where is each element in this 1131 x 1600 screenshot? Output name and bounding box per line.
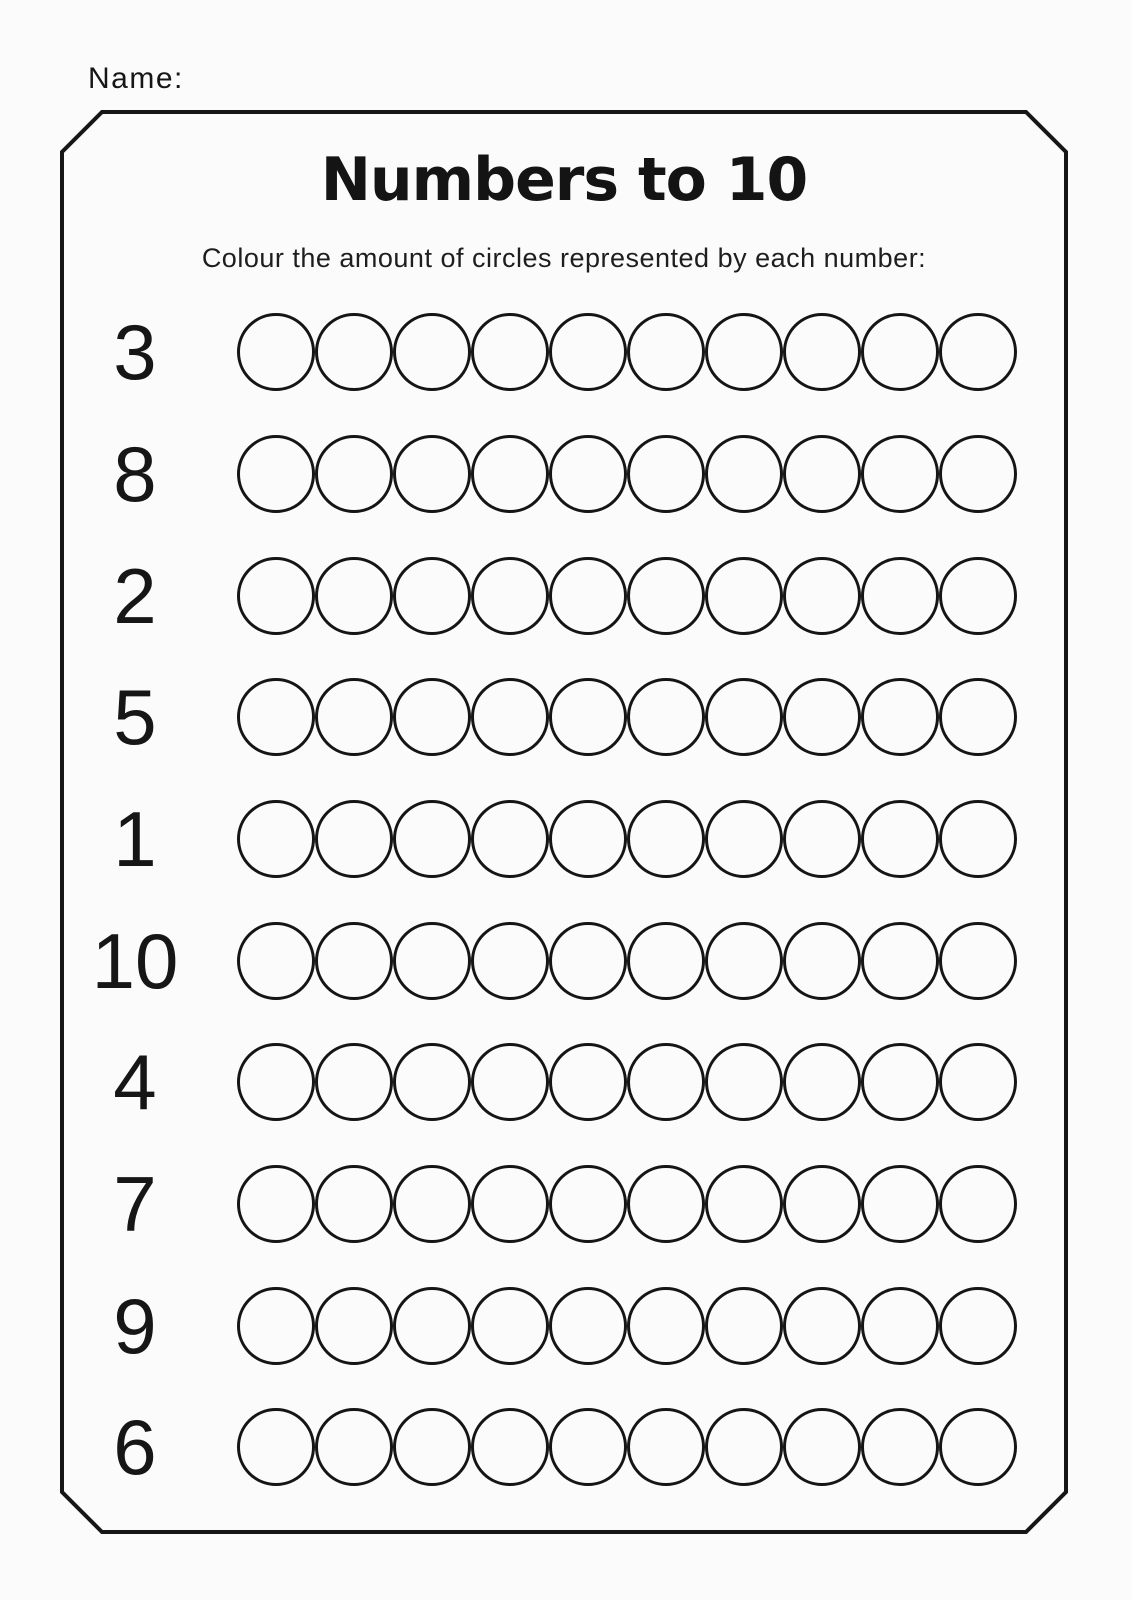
circle-row xyxy=(237,435,1017,513)
colour-circle[interactable] xyxy=(549,435,627,513)
colour-circle[interactable] xyxy=(627,1408,705,1486)
colour-circle[interactable] xyxy=(471,1165,549,1243)
colour-circle[interactable] xyxy=(237,678,315,756)
colour-circle[interactable] xyxy=(237,922,315,1000)
colour-circle[interactable] xyxy=(549,922,627,1000)
circle-row xyxy=(237,313,1017,391)
colour-circle[interactable] xyxy=(939,1408,1017,1486)
colour-circle[interactable] xyxy=(939,313,1017,391)
colour-circle[interactable] xyxy=(237,1043,315,1121)
colour-circle[interactable] xyxy=(861,1043,939,1121)
colour-circle[interactable] xyxy=(783,1408,861,1486)
colour-circle[interactable] xyxy=(315,313,393,391)
colour-circle[interactable] xyxy=(237,800,315,878)
circle-row xyxy=(237,1287,1017,1365)
colour-circle[interactable] xyxy=(783,557,861,635)
colour-circle[interactable] xyxy=(237,557,315,635)
row-number-label: 5 xyxy=(113,673,157,761)
colour-circle[interactable] xyxy=(315,1043,393,1121)
colour-circle[interactable] xyxy=(939,922,1017,1000)
colour-circle[interactable] xyxy=(549,1408,627,1486)
colour-circle[interactable] xyxy=(861,313,939,391)
worksheet-row xyxy=(0,795,1131,883)
colour-circle[interactable] xyxy=(783,1165,861,1243)
colour-circle[interactable] xyxy=(861,1165,939,1243)
colour-circle[interactable] xyxy=(393,800,471,878)
colour-circle[interactable] xyxy=(393,1287,471,1365)
colour-circle[interactable] xyxy=(393,922,471,1000)
colour-circle[interactable] xyxy=(783,800,861,878)
page-instruction: Colour the amount of circles represented by each number: xyxy=(201,243,927,273)
colour-circle[interactable] xyxy=(861,1287,939,1365)
colour-circle[interactable] xyxy=(315,800,393,878)
worksheet-row xyxy=(0,552,1131,640)
colour-circle[interactable] xyxy=(393,678,471,756)
colour-circle[interactable] xyxy=(861,678,939,756)
row-number-label: 4 xyxy=(113,1038,157,1126)
worksheet-row xyxy=(0,1282,1131,1370)
worksheet-row xyxy=(0,308,1131,396)
colour-circle[interactable] xyxy=(315,1408,393,1486)
colour-circle[interactable] xyxy=(315,922,393,1000)
colour-circle[interactable] xyxy=(471,678,549,756)
row-number-label: 9 xyxy=(113,1282,157,1370)
colour-circle[interactable] xyxy=(627,1043,705,1121)
colour-circle[interactable] xyxy=(783,678,861,756)
colour-circle[interactable] xyxy=(237,435,315,513)
colour-circle[interactable] xyxy=(861,557,939,635)
circle-row xyxy=(237,1043,1017,1121)
colour-circle[interactable] xyxy=(627,435,705,513)
colour-circle[interactable] xyxy=(627,313,705,391)
colour-circle[interactable] xyxy=(471,1408,549,1486)
worksheet-row xyxy=(0,1403,1131,1491)
colour-circle[interactable] xyxy=(315,557,393,635)
colour-circle[interactable] xyxy=(237,313,315,391)
colour-circle[interactable] xyxy=(549,1287,627,1365)
colour-circle[interactable] xyxy=(705,1043,783,1121)
circle-row xyxy=(237,1408,1017,1486)
colour-circle[interactable] xyxy=(471,435,549,513)
colour-circle[interactable] xyxy=(705,678,783,756)
colour-circle[interactable] xyxy=(939,435,1017,513)
row-number-label: 3 xyxy=(113,308,157,396)
colour-circle[interactable] xyxy=(783,313,861,391)
colour-circle[interactable] xyxy=(939,1043,1017,1121)
colour-circle[interactable] xyxy=(939,1287,1017,1365)
colour-circle[interactable] xyxy=(705,313,783,391)
colour-circle[interactable] xyxy=(315,678,393,756)
worksheet-row xyxy=(0,673,1131,761)
colour-circle[interactable] xyxy=(471,922,549,1000)
colour-circle[interactable] xyxy=(627,557,705,635)
colour-circle[interactable] xyxy=(705,1165,783,1243)
worksheet-row xyxy=(0,430,1131,518)
colour-circle[interactable] xyxy=(237,1287,315,1365)
colour-circle[interactable] xyxy=(861,800,939,878)
circle-row xyxy=(237,800,1017,878)
colour-circle[interactable] xyxy=(549,1043,627,1121)
colour-circle[interactable] xyxy=(315,1287,393,1365)
colour-circle[interactable] xyxy=(471,800,549,878)
row-number-label: 8 xyxy=(113,430,157,518)
colour-circle[interactable] xyxy=(783,922,861,1000)
colour-circle[interactable] xyxy=(237,1408,315,1486)
colour-circle[interactable] xyxy=(315,1165,393,1243)
circle-row xyxy=(237,557,1017,635)
row-number-label: 1 xyxy=(113,795,157,883)
row-number-label: 6 xyxy=(113,1403,157,1491)
colour-circle[interactable] xyxy=(393,435,471,513)
colour-circle[interactable] xyxy=(705,435,783,513)
colour-circle[interactable] xyxy=(627,678,705,756)
colour-circle[interactable] xyxy=(861,1408,939,1486)
worksheet-row xyxy=(0,1160,1131,1248)
colour-circle[interactable] xyxy=(393,1165,471,1243)
colour-circle[interactable] xyxy=(783,435,861,513)
row-number-label: 2 xyxy=(113,552,157,640)
colour-circle[interactable] xyxy=(471,313,549,391)
circle-row xyxy=(237,1165,1017,1243)
row-number-label: 7 xyxy=(113,1160,157,1248)
worksheet-row xyxy=(0,917,1131,1005)
colour-circle[interactable] xyxy=(627,800,705,878)
colour-circle[interactable] xyxy=(549,1165,627,1243)
colour-circle[interactable] xyxy=(471,1287,549,1365)
colour-circle[interactable] xyxy=(705,800,783,878)
colour-circle[interactable] xyxy=(471,1043,549,1121)
colour-circle[interactable] xyxy=(471,557,549,635)
colour-circle[interactable] xyxy=(705,1287,783,1365)
colour-circle[interactable] xyxy=(549,678,627,756)
row-number-label: 10 xyxy=(91,917,179,1005)
worksheet-row xyxy=(0,1038,1131,1126)
colour-circle[interactable] xyxy=(627,1165,705,1243)
colour-circle[interactable] xyxy=(549,800,627,878)
colour-circle[interactable] xyxy=(393,313,471,391)
colour-circle[interactable] xyxy=(861,922,939,1000)
colour-circle[interactable] xyxy=(237,1165,315,1243)
colour-circle[interactable] xyxy=(315,435,393,513)
colour-circle[interactable] xyxy=(939,557,1017,635)
colour-circle[interactable] xyxy=(393,1408,471,1486)
colour-circle[interactable] xyxy=(393,1043,471,1121)
colour-circle[interactable] xyxy=(861,435,939,513)
colour-circle[interactable] xyxy=(627,1287,705,1365)
colour-circle[interactable] xyxy=(393,557,471,635)
colour-circle[interactable] xyxy=(705,1408,783,1486)
colour-circle[interactable] xyxy=(549,557,627,635)
colour-circle[interactable] xyxy=(627,922,705,1000)
colour-circle[interactable] xyxy=(549,313,627,391)
circle-row xyxy=(237,922,1017,1000)
colour-circle[interactable] xyxy=(705,557,783,635)
colour-circle[interactable] xyxy=(939,800,1017,878)
colour-circle[interactable] xyxy=(939,678,1017,756)
page-title: Numbers to 10 xyxy=(320,145,808,215)
circle-row xyxy=(237,678,1017,756)
colour-circle[interactable] xyxy=(783,1043,861,1121)
colour-circle[interactable] xyxy=(783,1287,861,1365)
name-label: Name: xyxy=(88,62,184,95)
colour-circle[interactable] xyxy=(939,1165,1017,1243)
colour-circle[interactable] xyxy=(705,922,783,1000)
